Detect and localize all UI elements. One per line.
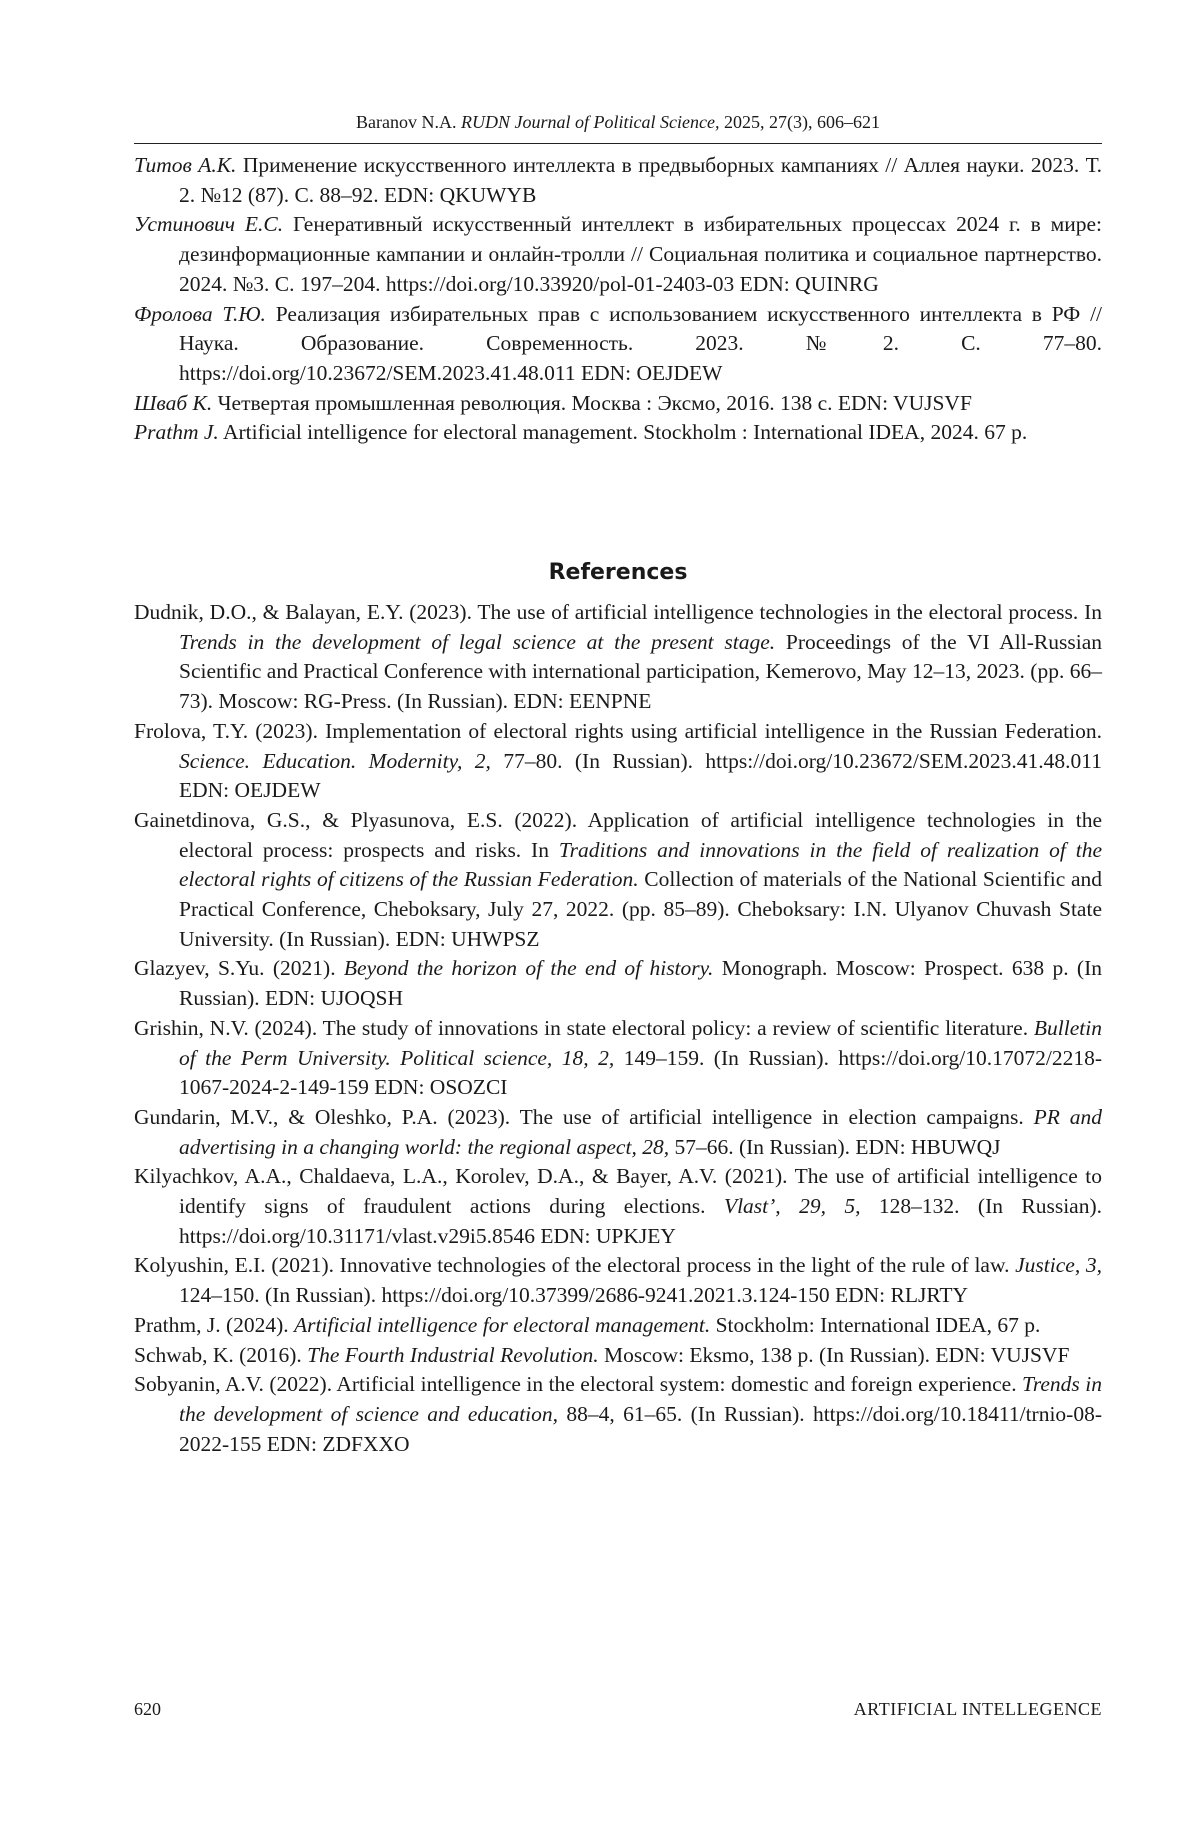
reference-text: Grishin, N.V. (2024). The study of innovations in state electoral policy: a review of scientific literature. bbox=[134, 1016, 1034, 1040]
reference-source: Traditions and innovations in the field of realization of the electoral rights of citizens of the Russian Federation. bbox=[179, 838, 1102, 892]
journal-page bbox=[0, 0, 1200, 1834]
reference-text: Реализация избирательных прав с использованием искусственного интеллекта в РФ // Наука. Образование. Современность. 2023. №2. С. 77–80. https://doi.org/10.23672/SEM.2023.41.48.011 EDN: OEJDEW bbox=[179, 302, 1102, 385]
reference-source: Vlast’, 29, 5, bbox=[724, 1194, 861, 1218]
reference-item bbox=[134, 1162, 1102, 1251]
reference-author: Фролова Т.Ю. bbox=[134, 302, 266, 326]
header-issue: 2025, 27(3), 606–621 bbox=[724, 112, 880, 132]
reference-text: Artificial intelligence for electoral management. Stockholm : International IDEA, 2024. 67 p. bbox=[223, 420, 1027, 444]
reference-details: Proceedings of the VI All-Russian Scientific and Practical Conference with international participation, Kemerovo, May 12–13, 2023. (pp. 66–73). Moscow: RG-Press. (In Russian). EDN: EENPNE bbox=[179, 630, 1102, 713]
reference-source: Bulletin of the Perm University. Political science, 18, 2, bbox=[179, 1016, 1102, 1070]
reference-item bbox=[134, 1311, 1102, 1341]
reference-item bbox=[134, 598, 1102, 717]
reference-details: Moscow: Eksmo, 138 p. (In Russian). EDN: VUJSVF bbox=[599, 1343, 1070, 1367]
reference-source: Beyond the horizon of the end of history. bbox=[344, 956, 713, 980]
reference-author: Устинович Е.С. bbox=[134, 212, 283, 236]
page-number: 620 bbox=[134, 1697, 161, 1721]
reference-details: Stockholm: International IDEA, 67 p. bbox=[710, 1313, 1040, 1337]
reference-item bbox=[134, 954, 1102, 1013]
reference-text: Применение искусственного интеллекта в предвыборных кампаниях // Аллея науки. 2023. Т. 2. №12 (87). С. 88–92. EDN: QKUWYB bbox=[179, 153, 1102, 207]
reference-text: Frolova, T.Y. (2023). Implementation of electoral rights using artificial intelligence in the Russian Federation. bbox=[134, 719, 1102, 743]
reference-details: 128–132. (In Russian). https://doi.org/10.31171/vlast.v29i5.8546 EDN: UPKJEY bbox=[179, 1194, 1102, 1248]
reference-item bbox=[134, 1103, 1102, 1162]
reference-text: Генеративный искусственный интеллект в избирательных процессах 2024 г. в мире: дезинформационные кампании и онлайн-тролли // Социальная политика и социальное партнерство. 2024. №3. С. 197–204. https://doi.org/10.33920/pol-01-2403-03 EDN: QUINRG bbox=[179, 212, 1102, 295]
header-rule bbox=[134, 143, 1102, 144]
reference-text: Kolyushin, E.I. (2021). Innovative technologies of the electoral process in the light of the rule of law. bbox=[134, 1253, 1015, 1277]
section-title: ARTIFICIAL INTELLEGENCE bbox=[854, 1697, 1102, 1721]
reference-text: Gundarin, M.V., & Oleshko, P.A. (2023). The use of artificial intelligence in election campaigns. bbox=[134, 1105, 1034, 1129]
reference-item bbox=[134, 210, 1102, 299]
reference-text: Dudnik, D.O., & Balayan, E.Y. (2023). The use of artificial intelligence technologies in the electoral process. In bbox=[134, 600, 1102, 624]
reference-text: Schwab, K. (2016). bbox=[134, 1343, 307, 1367]
reference-details: 57–66. (In Russian). EDN: HBUWQJ bbox=[669, 1135, 1000, 1159]
reference-source: Artificial intelligence for electoral management. bbox=[294, 1313, 710, 1337]
header-author: Baranov N.A. bbox=[356, 112, 456, 132]
reference-author: Титов А.К. bbox=[134, 153, 236, 177]
reference-text: Gainetdinova, G.S., & Plyasunova, E.S. (2022). Application of artificial intelligence technologies in the electoral process: prospects and risks. In bbox=[134, 808, 1102, 862]
reference-item bbox=[134, 300, 1102, 389]
reference-text: Prathm, J. (2024). bbox=[134, 1313, 294, 1337]
reference-text: Четвертая промышленная революция. Москва : Эксмо, 2016. 138 с. EDN: VUJSVF bbox=[218, 391, 972, 415]
references-heading: References bbox=[134, 558, 1102, 588]
reference-details: Collection of materials of the National Scientific and Practical Conference, Cheboksary, July 27, 2022. (pp. 85–89). Cheboksary: I.N. Ulyanov Chuvash State University. (In Russian). EDN: UHWPSZ bbox=[179, 867, 1102, 950]
reference-source: PR and advertising in a changing world: the regional aspect, 28, bbox=[179, 1105, 1102, 1159]
reference-details: 77–80. (In Russian). https://doi.org/10.23672/SEM.2023.41.48.011 EDN: OEJDEW bbox=[179, 749, 1102, 803]
reference-item bbox=[134, 1251, 1102, 1310]
reference-text: Glazyev, S.Yu. (2021). bbox=[134, 956, 344, 980]
reference-item bbox=[134, 806, 1102, 955]
reference-source: Trends in the development of legal science at the present stage. bbox=[179, 630, 775, 654]
reference-item bbox=[134, 1341, 1102, 1371]
reference-details: 124–150. (In Russian). https://doi.org/10.37399/2686-9241.2021.3.124-150 EDN: RLJRTY bbox=[179, 1283, 968, 1307]
reference-item bbox=[134, 717, 1102, 806]
reference-item bbox=[134, 1370, 1102, 1459]
header-journal: RUDN Journal of Political Science, bbox=[461, 112, 719, 132]
reference-author: Шваб К. bbox=[134, 391, 212, 415]
reference-source: The Fourth Industrial Revolution. bbox=[307, 1343, 598, 1367]
reference-text: Sobyanin, A.V. (2022). Artificial intelligence in the electoral system: domestic and foreign experience. bbox=[134, 1372, 1022, 1396]
reference-details: Monograph. Moscow: Prospect. 638 p. (In Russian). EDN: UJOQSH bbox=[179, 956, 1102, 1010]
reference-item bbox=[134, 389, 1102, 419]
reference-item bbox=[134, 418, 1102, 448]
russian-reference-list bbox=[134, 151, 1102, 448]
reference-source: Trends in the development of science and education, bbox=[179, 1372, 1102, 1426]
reference-text: Kilyachkov, A.A., Chaldaeva, L.A., Korolev, D.A., & Bayer, A.V. (2021). The use of artificial intelligence to identify signs of fraudulent actions during elections. bbox=[134, 1164, 1102, 1218]
reference-source: Science. Education. Modernity, 2, bbox=[179, 749, 491, 773]
reference-item bbox=[134, 1014, 1102, 1103]
reference-details: 88–4, 61–65. (In Russian). https://doi.org/10.18411/trnio-08-2022-155 EDN: ZDFXXO bbox=[179, 1402, 1102, 1456]
reference-item bbox=[134, 151, 1102, 210]
reference-details: 149–159. (In Russian). https://doi.org/10.17072/2218-1067-2024-2-149-159 EDN: OSOZCI bbox=[179, 1046, 1102, 1100]
reference-author: Prathm J. bbox=[134, 420, 219, 444]
english-reference-list bbox=[134, 598, 1102, 1459]
running-header bbox=[134, 110, 1102, 134]
reference-source: Justice, 3, bbox=[1015, 1253, 1102, 1277]
